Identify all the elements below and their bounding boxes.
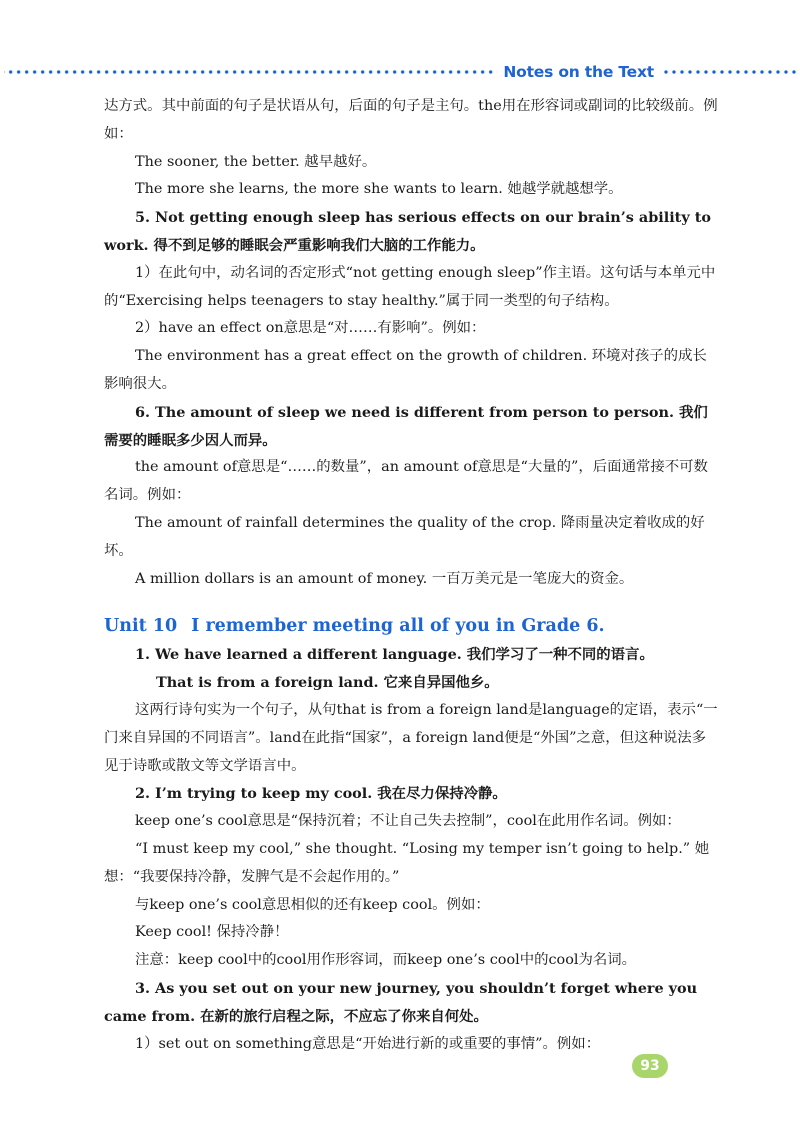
note-heading-3: 3. As you set out on your new journey, you shouldn’t forget where you came from. 在新的旅行启程之际，不应忘了你来自何处。 [104,979,698,1025]
example-sentence: Keep cool! 保持冷静！ [135,924,289,941]
running-header [0,60,800,84]
unit-title: I remember meeting all of you in Grade 6. [191,616,605,637]
dotted-rule-left [4,70,497,74]
page-number-badge: 93 [632,1054,668,1078]
unit-number: Unit 10 [104,616,178,637]
note-heading-6: 6. The amount of sleep we need is different from person to person. 我们需要的睡眠多少因人而异。 [104,403,708,449]
section-gap [104,593,720,611]
note-heading-2: 2. I’m trying to keep my cool. 我在尽力保持冷静。 [135,785,507,803]
note-explanation: 1）set out on something意思是“开始进行新的或重要的事情”。例如： [135,1035,601,1052]
paragraph-continuation: 达方式。其中前面的句子是状语从句，后面的句子是主句。the用在形容词或副词的比较级前。例如： [104,98,718,142]
note-heading-1-continued: That is from a foreign land. 它来自异国他乡。 [156,674,499,692]
note-explanation: 与keep one’s cool意思相似的还有keep cool。例如： [135,896,490,913]
note-explanation: 注意：keep cool中的cool用作形容词，而keep one’s cool中的cool为名词。 [135,952,637,969]
dotted-rule-right [660,70,800,74]
note-explanation: 1）在此句中，动名词的否定形式“not getting enough sleep”作主语。这句话与本单元中的“Exercising helps teenagers to stay healthy.”属于同一类型的句子结构。 [104,264,716,309]
example-sentence: The amount of rainfall determines the quality of the crop. 降雨量决定着收成的好坏。 [104,514,705,559]
example-sentence: The sooner, the better. 越早越好。 [135,153,377,170]
example-sentence: The environment has a great effect on the growth of children. 环境对孩子的成长影响很大。 [104,348,707,392]
page-body [104,93,720,1058]
note-heading-1: 1. We have learned a different language. 我们学习了一种不同的语言。 [135,646,654,664]
note-explanation: the amount of意思是“……的数量”，an amount of意思是“大量的”，后面通常接不可数名词。例如： [104,459,708,504]
unit-heading [104,611,720,641]
example-sentence: “I must keep my cool,” she thought. “Losing my temper isn’t going to help.” 她想：“我要保持冷静，发脾气是不会起作用的。” [104,840,710,885]
example-sentence: The more she learns, the more she wants to learn. 她越学就越想学。 [135,181,623,198]
example-sentence: A million dollars is an amount of money. 一百万美元是一笔庞大的资金。 [135,570,634,587]
note-explanation: 2）have an effect on意思是“对……有影响”。例如： [135,320,486,337]
note-explanation: 这两行诗句实为一个句子，从句that is from a foreign land是language的定语，表示“一门来自异国的不同语言”。land在此指“国家”，a foreign land便是“外国”之意，但这种说法多见于诗歌或散文等文学语言中。 [104,701,718,774]
note-explanation: keep one’s cool意思是“保持沉着；不让自己失去控制”，cool在此用作名词。例如： [135,813,681,830]
section-title: Notes on the Text [503,63,654,81]
note-heading-5: 5. Not getting enough sleep has serious effects on our brain’s ability to work. 得不到足够的睡眠会严重影响我们大脑的工作能力。 [104,209,711,254]
